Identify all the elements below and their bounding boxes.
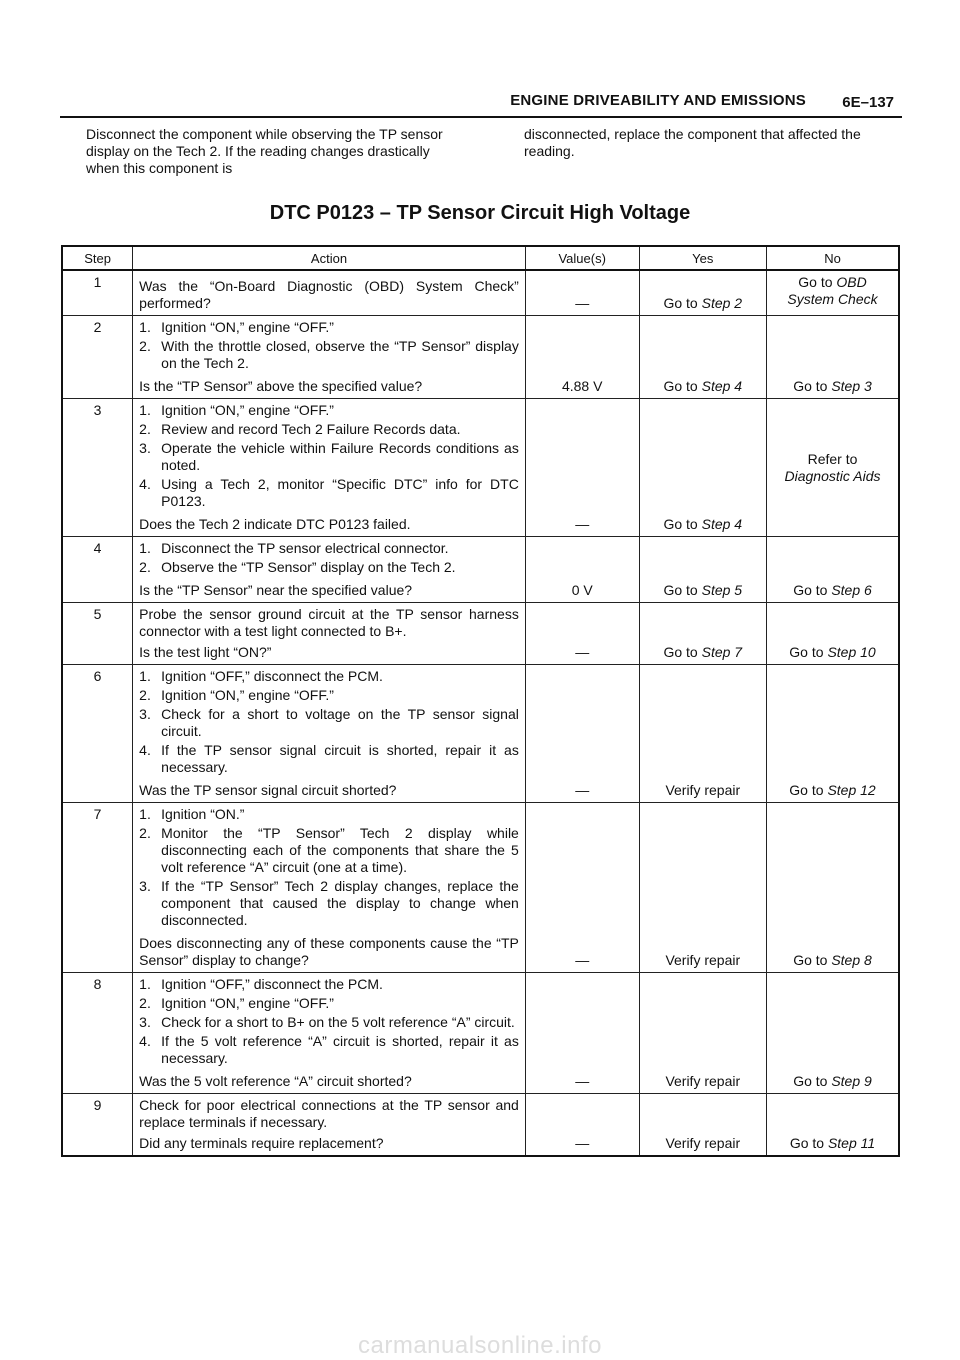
step-number: 6 <box>62 665 133 803</box>
yes-prefix: Go to <box>663 378 698 394</box>
step-number: 1 <box>62 270 133 316</box>
action-item <box>139 421 519 438</box>
action-item-number: 3. <box>139 1014 151 1030</box>
value-cell: — <box>525 803 639 973</box>
action-item <box>139 319 519 336</box>
yes-prefix: Go to <box>663 644 698 660</box>
yes-prefix: Go to <box>663 582 698 598</box>
action-item <box>139 825 519 876</box>
yes-step-link[interactable]: Step 7 <box>701 644 743 660</box>
yes-cell <box>639 316 766 399</box>
action-item-text: With the throttle closed, observe the “TP Sensor” display on the Tech 2. <box>161 338 519 371</box>
page-header <box>60 88 902 116</box>
table-row <box>62 665 899 803</box>
action-item <box>139 402 519 419</box>
step-number: 4 <box>62 537 133 603</box>
action-item-text: Ignition “ON,” engine “OFF.” <box>161 319 334 335</box>
table-row <box>62 270 899 316</box>
action-item <box>139 440 519 474</box>
action-item <box>139 687 519 704</box>
no-prefix: Go to <box>793 582 828 598</box>
action-item-text: If the 5 volt reference “A” circuit is shorted, repair it as necessary. <box>161 1033 519 1066</box>
no-prefix: Go to <box>793 378 828 394</box>
no-prefix: Go to <box>793 952 828 968</box>
no-step-link[interactable]: Step 12 <box>827 782 876 798</box>
action-item-text: Operate the vehicle within Failure Records conditions as noted. <box>161 440 519 473</box>
yes-cell <box>639 665 766 803</box>
action-item-number: 2. <box>139 338 151 354</box>
value-cell: — <box>525 603 639 665</box>
action-item-text: Ignition “ON.” <box>161 806 245 822</box>
header-yes: Yes <box>639 246 766 270</box>
no-step-link[interactable]: Step 10 <box>827 644 876 660</box>
action-item-number: 2. <box>139 421 151 437</box>
yes-step-link[interactable]: Step 2 <box>701 295 743 311</box>
action-item <box>139 338 519 372</box>
header-action: Action <box>133 246 526 270</box>
action-item <box>139 995 519 1012</box>
action-item <box>139 1033 519 1067</box>
yes-cell <box>639 1094 766 1157</box>
header-value: Value(s) <box>525 246 639 270</box>
yes-cell <box>639 537 766 603</box>
action-item-number: 2. <box>139 687 151 703</box>
action-item-number: 1. <box>139 806 151 822</box>
table-row <box>62 803 899 973</box>
action-question: Is the “TP Sensor” near the specified value? <box>139 582 413 598</box>
action-cell <box>133 316 526 399</box>
yes-cell <box>639 399 766 537</box>
action-text: Check for poor electrical connections at the TP sensor and replace terminals if necessary. <box>139 1097 519 1130</box>
intro-right-text: disconnected, replace the component that affected the reading. <box>524 126 861 159</box>
action-item <box>139 976 519 993</box>
header-step: Step <box>62 246 133 270</box>
no-cell <box>767 665 899 803</box>
table-header-row <box>62 246 899 270</box>
yes-prefix: Go to <box>663 516 698 532</box>
diagnostic-table <box>61 245 900 1157</box>
value-cell: 0 V <box>525 537 639 603</box>
step-number: 7 <box>62 803 133 973</box>
action-item-number: 1. <box>139 402 151 418</box>
action-item-number: 4. <box>139 476 151 492</box>
action-question: Was the “On-Board Diagnostic (OBD) System Check” performed? <box>139 278 519 311</box>
no-cell <box>767 803 899 973</box>
no-prefix: Refer to <box>807 450 858 467</box>
action-item <box>139 559 519 576</box>
watermark: carmanualsonline.info <box>358 1332 602 1359</box>
action-item-text: Disconnect the TP sensor electrical connector. <box>161 540 449 556</box>
yes-cell <box>639 973 766 1094</box>
header-no: No <box>767 246 899 270</box>
table-row <box>62 1094 899 1157</box>
action-item <box>139 706 519 740</box>
action-question: Does disconnecting any of these components cause the “TP Sensor” display to change? <box>139 935 519 968</box>
no-prefix: Go to <box>793 1073 828 1089</box>
no-cell <box>767 1094 899 1157</box>
action-item-number: 2. <box>139 559 151 575</box>
action-cell <box>133 803 526 973</box>
action-item-text: Ignition “ON,” engine “OFF.” <box>161 687 334 703</box>
action-item-text: Ignition “OFF,” disconnect the PCM. <box>161 976 383 992</box>
step-number: 5 <box>62 603 133 665</box>
action-question: Is the test light “ON?” <box>139 644 272 660</box>
no-cell <box>767 537 899 603</box>
action-item-text: Ignition “ON,” engine “OFF.” <box>161 995 334 1011</box>
no-cell <box>767 973 899 1094</box>
no-prefix: Go to <box>789 1135 825 1151</box>
action-item <box>139 806 519 823</box>
no-cell <box>767 270 899 316</box>
yes-step-link[interactable]: Step 4 <box>701 516 743 532</box>
action-item-number: 1. <box>139 668 151 684</box>
action-item-text: Check for a short to B+ on the 5 volt reference “A” circuit. <box>161 1014 515 1030</box>
action-item-text: Using a Tech 2, monitor “Specific DTC” info for DTC P0123. <box>161 476 519 509</box>
table-row <box>62 316 899 399</box>
action-item <box>139 878 519 929</box>
yes-step-link[interactable]: Step 4 <box>701 378 743 394</box>
no-step-link[interactable]: Step 3 <box>831 378 872 394</box>
action-cell <box>133 399 526 537</box>
intro-left-text: Disconnect the component while observing the TP sensor display on the Tech 2. If the reading changes drastically when this component is <box>86 126 443 176</box>
no-step-link[interactable]: Step 6 <box>831 582 872 598</box>
action-text: Probe the sensor ground circuit at the TP sensor harness connector with a test light connected to B+. <box>139 606 519 639</box>
action-item-number: 1. <box>139 976 151 992</box>
action-item-text: Check for a short to voltage on the TP sensor signal circuit. <box>161 706 519 739</box>
table-row <box>62 537 899 603</box>
action-cell <box>133 1094 526 1157</box>
action-item-number: 4. <box>139 742 151 758</box>
yes-prefix: Go to <box>663 295 698 311</box>
header-rule <box>60 116 902 118</box>
yes-cell <box>639 603 766 665</box>
action-item-text: Ignition “OFF,” disconnect the PCM. <box>161 668 383 684</box>
no-cell <box>767 316 899 399</box>
no-prefix: Go to <box>798 274 833 290</box>
action-item-number: 3. <box>139 878 151 894</box>
action-item <box>139 1014 519 1031</box>
yes-step-link[interactable]: Step 5 <box>701 582 743 598</box>
table-row <box>62 603 899 665</box>
no-step-link[interactable]: OBD System Check <box>787 274 878 307</box>
action-item-text: Ignition “ON,” engine “OFF.” <box>161 402 334 418</box>
action-item <box>139 476 519 510</box>
action-cell <box>133 603 526 665</box>
value-cell: 4.88 V <box>525 316 639 399</box>
no-cell <box>767 399 899 537</box>
action-item-number: 3. <box>139 440 151 456</box>
no-prefix: Go to <box>789 782 824 798</box>
action-item <box>139 540 519 557</box>
no-prefix: Go to <box>789 644 824 660</box>
action-item-number: 1. <box>139 540 151 556</box>
action-item-number: 3. <box>139 706 151 722</box>
no-step-link[interactable]: Step 8 <box>831 952 872 968</box>
action-question: Does the Tech 2 indicate DTC P0123 failed. <box>139 516 411 532</box>
action-item-number: 2. <box>139 995 151 1011</box>
action-item-text: Observe the “TP Sensor” display on the Tech 2. <box>161 559 456 575</box>
action-question: Did any terminals require replacement? <box>139 1135 384 1151</box>
action-cell <box>133 973 526 1094</box>
action-cell <box>133 665 526 803</box>
yes-prefix: Verify repair <box>665 952 741 968</box>
no-step-link[interactable]: Step 11 <box>827 1135 876 1151</box>
value-cell: — <box>525 665 639 803</box>
action-cell <box>133 270 526 316</box>
step-number: 9 <box>62 1094 133 1157</box>
action-item <box>139 742 519 776</box>
yes-cell <box>639 270 766 316</box>
yes-prefix: Verify repair <box>665 782 741 798</box>
action-item-text: Monitor the “TP Sensor” Tech 2 display while disconnecting each of the components that share the 5 volt reference “A” circuit (one at a time). <box>161 825 519 875</box>
step-number: 8 <box>62 973 133 1094</box>
table-row <box>62 973 899 1094</box>
table-row <box>62 399 899 537</box>
action-cell <box>133 537 526 603</box>
action-question: Is the “TP Sensor” above the specified value? <box>139 378 423 394</box>
action-item-number: 2. <box>139 825 151 841</box>
value-cell: — <box>525 270 639 316</box>
action-item-number: 4. <box>139 1033 151 1049</box>
value-cell: — <box>525 973 639 1094</box>
action-question: Was the 5 volt reference “A” circuit shorted? <box>139 1073 412 1089</box>
yes-prefix: Verify repair <box>665 1135 741 1151</box>
action-question: Was the TP sensor signal circuit shorted? <box>139 782 397 798</box>
yes-cell <box>639 803 766 973</box>
yes-prefix: Verify repair <box>665 1073 741 1089</box>
no-step-link[interactable]: Step 9 <box>831 1073 872 1089</box>
action-item <box>139 668 519 685</box>
value-cell: — <box>525 399 639 537</box>
action-item-text: Review and record Tech 2 Failure Records data. <box>161 421 461 437</box>
section-title: ENGINE DRIVEABILITY AND EMISSIONS <box>510 92 806 109</box>
page-title: DTC P0123 – TP Sensor Circuit High Voltage <box>269 202 691 224</box>
action-item-text: If the TP sensor signal circuit is shorted, repair it as necessary. <box>161 742 519 775</box>
step-number: 2 <box>62 316 133 399</box>
step-number: 3 <box>62 399 133 537</box>
action-item-text: If the “TP Sensor” Tech 2 display changes, replace the component that caused the display to change when disconnected. <box>161 878 519 928</box>
table-body <box>62 270 899 1156</box>
action-item-number: 1. <box>139 319 151 335</box>
page-number: 6E–137 <box>842 94 894 111</box>
value-cell: — <box>525 1094 639 1157</box>
no-cell <box>767 603 899 665</box>
no-step-link[interactable]: Diagnostic Aids <box>784 467 881 484</box>
